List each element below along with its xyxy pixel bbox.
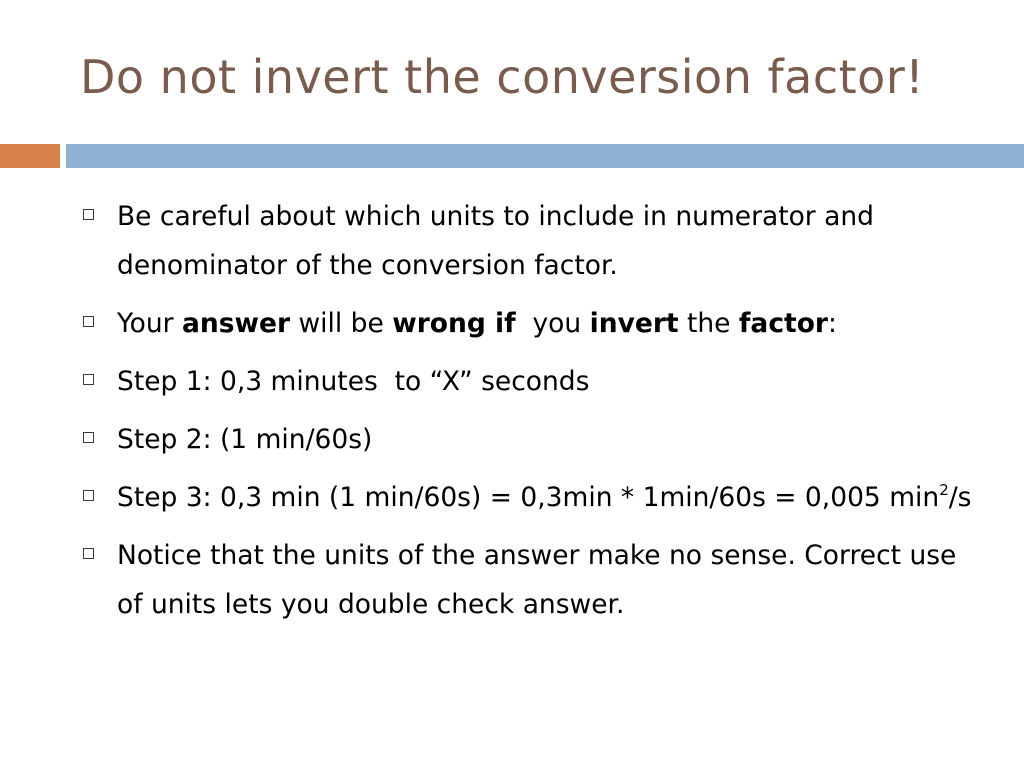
accent-bar-blue [66,144,1024,168]
hollow-square-icon [83,209,94,220]
bold-factor: factor [738,308,828,339]
bullet-notice-units [80,531,980,629]
hollow-square-icon [83,432,94,443]
bullet-text: Step 3: 0,3 min (1 min/60s) = 0,3min * 1min/60s = 0,005 min [117,482,940,513]
bullet-text-part: the [678,308,739,339]
bullet-step-1 [80,357,980,406]
hollow-square-icon [83,490,94,501]
bullet-text-part: : [827,308,837,339]
hollow-square-icon [83,374,94,385]
bullet-careful-units [80,192,980,290]
bullet-list [80,192,980,638]
bullet-text-part: will be [290,308,393,339]
bullet-wrong-if-invert [80,299,980,348]
hollow-square-icon [83,548,94,559]
bullet-text-part: /s [948,482,972,513]
slide-title: Do not invert the conversion factor! [80,50,925,104]
bold-answer: answer [182,308,291,339]
accent-bar-orange [0,144,60,168]
superscript-exponent: 2 [939,481,949,499]
bullet-text: Step 2: (1 min/60s) [117,424,373,455]
bold-invert: invert [589,308,679,339]
bullet-text-part: Your [117,308,182,339]
bullet-step-3 [80,473,980,522]
bullet-step-2 [80,415,980,464]
bullet-text: Notice that the units of the answer make no sense. Correct use of units lets you double check answer. [117,540,957,620]
hollow-square-icon [83,316,94,327]
bullet-text: Step 1: 0,3 minutes to “X” seconds [117,366,590,397]
bullet-text: Be careful about which units to include in numerator and denominator of the conversion factor. [117,201,874,281]
bullet-text-part: you [515,308,590,339]
bold-wrong-if: wrong if [392,308,516,339]
